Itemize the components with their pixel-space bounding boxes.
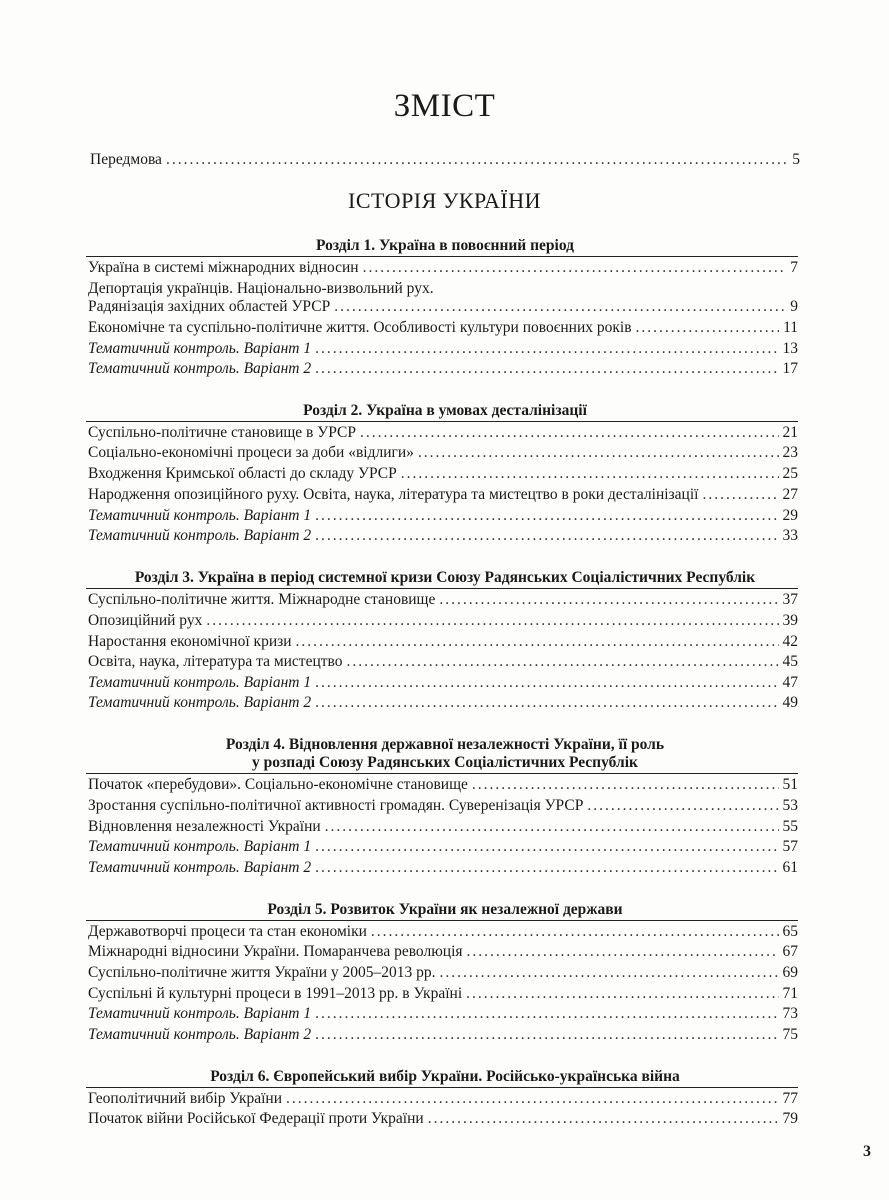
toc-entry-page: 7	[790, 259, 798, 276]
toc-entry-label: Наростання економічної кризи	[88, 633, 292, 650]
toc-entry-label: Україна в системі міжнародних відносин	[88, 259, 359, 276]
toc-entry[interactable]	[88, 359, 798, 379]
toc-entry-page: 11	[783, 319, 798, 336]
subject-heading: ІСТОРІЯ УКРАЇНИ	[348, 188, 541, 213]
toc-entry-page: 27	[782, 486, 798, 503]
toc-entry[interactable]	[88, 485, 798, 505]
dot-leader	[206, 611, 778, 631]
toc-entry-label: Відновлення незалежності України	[88, 818, 321, 835]
dot-leader	[315, 1004, 778, 1024]
toc-entry[interactable]	[88, 632, 798, 652]
toc-entry[interactable]	[88, 1025, 798, 1045]
toc-entry-page: 29	[782, 507, 798, 524]
section-rule	[86, 920, 798, 921]
toc-entry-label: Соціально-економічні процеси за доби «відлиги»	[88, 444, 414, 461]
toc-entry-page: 61	[782, 859, 798, 876]
toc-entry-label: Тематичний контроль. Варіант 1	[88, 340, 312, 357]
toc-entry[interactable]	[88, 339, 798, 359]
dot-leader	[702, 485, 778, 505]
toc-entry-label: Суспільні й культурні процеси в 1991–2013 рр. в Україні	[88, 985, 463, 1002]
toc-entry-page: 42	[782, 633, 798, 650]
toc-entry-label: Суспільно-політичне життя. Міжнародне становище	[88, 591, 436, 608]
toc-entry[interactable]	[88, 423, 798, 443]
toc-entry-page: 73	[782, 1005, 798, 1022]
toc-entry-label: Народження опозиційного руху. Освіта, наука, література та мистецтво в роки десталінізації	[88, 486, 699, 503]
toc-entry-label: Радянізація західних областей УРСР	[88, 298, 331, 315]
dot-leader	[166, 150, 788, 170]
toc-entry[interactable]	[88, 443, 798, 463]
section-heading: Розділ 4. Відновлення державної незалежності України, її роль	[225, 736, 665, 753]
section-heading: Розділ 1. Україна в повоєнний період	[316, 237, 574, 254]
toc-entry-page: 37	[782, 591, 798, 608]
toc-entry-label: Тематичний контроль. Варіант 1	[88, 674, 312, 691]
toc-entry-page: 55	[782, 818, 798, 835]
toc-entry[interactable]	[88, 258, 798, 278]
dot-leader	[587, 796, 778, 816]
toc-entry[interactable]	[88, 1089, 798, 1109]
section-heading: Розділ 2. Україна в умовах десталінізації	[303, 402, 587, 419]
section-rule	[86, 256, 798, 257]
dot-leader	[315, 673, 778, 693]
dot-leader	[315, 359, 778, 379]
toc-entry-page: 5	[792, 151, 800, 168]
toc-entry-page: 33	[782, 527, 798, 544]
toc-entry-label: Зростання суспільно-політичної активності громадян. Суверенізація УРСР	[88, 797, 584, 814]
toc-entry[interactable]	[88, 1109, 798, 1129]
toc-entry-label: Економічне та суспільно-політичне життя. Особливості культури повоєнних років	[88, 319, 632, 336]
toc-entry-page: 13	[782, 340, 798, 357]
toc-entry-page: 69	[782, 964, 798, 981]
dot-leader	[363, 258, 787, 278]
toc-entry[interactable]	[88, 1004, 798, 1024]
toc-entry-intro[interactable]	[90, 150, 800, 170]
section-rule	[86, 773, 798, 774]
dot-leader	[472, 775, 779, 795]
dot-leader	[315, 506, 778, 526]
toc-entry-page: 25	[782, 465, 798, 482]
dot-leader	[371, 922, 779, 942]
dot-leader	[347, 652, 779, 672]
dot-leader	[315, 693, 778, 713]
toc-entry-page: 71	[782, 985, 798, 1002]
section-heading: Розділ 6. Європейський вибір України. Російсько-українська війна	[210, 1068, 680, 1085]
toc-entry-label: Міжнародні відносини України. Помаранчева революція	[88, 943, 463, 960]
toc-entry-page: 51	[782, 776, 798, 793]
dot-leader	[296, 632, 779, 652]
toc-entry[interactable]	[88, 590, 798, 610]
toc-entry-page: 79	[782, 1110, 798, 1127]
toc-entry-label: Суспільно-політичне становище в УРСР	[88, 424, 356, 441]
toc-entry-page: 21	[782, 424, 798, 441]
dot-leader	[636, 318, 780, 338]
toc-entry-label: Тематичний контроль. Варіант 2	[88, 859, 312, 876]
dot-leader	[315, 1025, 778, 1045]
toc-entry-label: Державотворчі процеси та стан економіки	[88, 923, 367, 940]
toc-entry-page: 45	[782, 653, 798, 670]
toc-entry-page: 53	[782, 797, 798, 814]
dot-leader	[334, 297, 786, 317]
toc-entry-page: 65	[782, 923, 798, 940]
toc-entry-label: Передмова	[90, 151, 162, 168]
toc-entry-label: Тематичний контроль. Варіант 2	[88, 527, 312, 544]
toc-entry-label: Тематичний контроль. Варіант 1	[88, 838, 312, 855]
toc-entry[interactable]	[88, 817, 798, 837]
section-heading-line-2: у розпаді Союзу Радянських Соціалістичних Республік	[252, 754, 638, 771]
section-rule	[86, 1087, 798, 1088]
page-number: 3	[863, 1143, 871, 1160]
toc-entry-page: 23	[782, 444, 798, 461]
toc-entry-label: Тематичний контроль. Варіант 2	[88, 1026, 312, 1043]
toc-entry[interactable]	[88, 963, 798, 983]
toc-entry-label: Освіта, наука, література та мистецтво	[88, 653, 343, 670]
dot-leader	[315, 858, 778, 878]
dot-leader	[401, 464, 779, 484]
toc-entry-page: 49	[782, 694, 798, 711]
dot-leader	[315, 526, 778, 546]
toc-entry[interactable]	[88, 858, 798, 878]
toc-entry-page: 67	[782, 943, 798, 960]
page-title: ЗМІСТ	[393, 88, 496, 124]
dot-leader	[315, 837, 778, 857]
toc-entry[interactable]	[88, 775, 798, 795]
dot-leader	[428, 1109, 779, 1129]
toc-entry-page: 57	[782, 838, 798, 855]
dot-leader	[418, 443, 779, 463]
toc-entry-label: Геополітичний вибір України	[88, 1090, 283, 1107]
dot-leader	[466, 984, 778, 1004]
toc-entry-label: Тематичний контроль. Варіант 2	[88, 694, 312, 711]
dot-leader	[440, 963, 779, 983]
toc-entry-label: Початок «перебудови». Соціально-економічне становище	[88, 776, 468, 793]
toc-entry-page: 47	[782, 674, 798, 691]
toc-entry-label: Входження Кримської області до складу УРСР	[88, 465, 397, 482]
dot-leader	[325, 817, 779, 837]
toc-entry[interactable]	[88, 506, 798, 526]
toc-entry-page: 17	[782, 360, 798, 377]
toc-entry[interactable]	[88, 942, 798, 962]
section-heading: Розділ 5. Розвиток України як незалежної держави	[267, 901, 623, 918]
toc-entry[interactable]	[88, 984, 798, 1004]
toc-entry-page: 75	[782, 1026, 798, 1043]
dot-leader	[286, 1089, 778, 1109]
section-heading: Розділ 3. Україна в період системної кризи Союзу Радянських Соціалістичних Республік	[134, 569, 756, 586]
dot-leader	[315, 339, 778, 359]
toc-entry[interactable]	[88, 464, 798, 484]
toc-entry-label: Тематичний контроль. Варіант 1	[88, 1005, 312, 1022]
toc-entry-label: Початок війни Російської Федерації проти України	[88, 1110, 424, 1127]
toc-entry[interactable]	[88, 297, 798, 317]
toc-entry-label: Тематичний контроль. Варіант 1	[88, 507, 312, 524]
toc-entry[interactable]	[88, 652, 798, 672]
toc-entry-page: 77	[782, 1090, 798, 1107]
toc-entry-label: Тематичний контроль. Варіант 2	[88, 360, 312, 377]
toc-entry-first-line: Депортація українців. Національно-визвольний рух.	[88, 280, 434, 297]
toc-entry[interactable]	[88, 611, 798, 631]
toc-entry[interactable]	[88, 318, 798, 338]
toc-entry[interactable]	[88, 673, 798, 693]
toc-entry-page: 39	[782, 612, 798, 629]
toc-entry-label: Опозиційний рух	[88, 612, 203, 629]
toc-entry-page: 9	[790, 298, 798, 315]
toc-entry[interactable]	[88, 693, 798, 713]
dot-leader	[467, 942, 779, 962]
section-rule	[86, 588, 798, 589]
toc-entry[interactable]	[88, 526, 798, 546]
dot-leader	[439, 590, 778, 610]
section-rule	[86, 421, 798, 422]
dot-leader	[360, 423, 779, 443]
toc-entry-label: Суспільно-політичне життя України у 2005–2013 рр.	[88, 964, 436, 981]
toc-entry[interactable]	[88, 796, 798, 816]
toc-entry[interactable]	[88, 922, 798, 942]
toc-entry[interactable]	[88, 837, 798, 857]
